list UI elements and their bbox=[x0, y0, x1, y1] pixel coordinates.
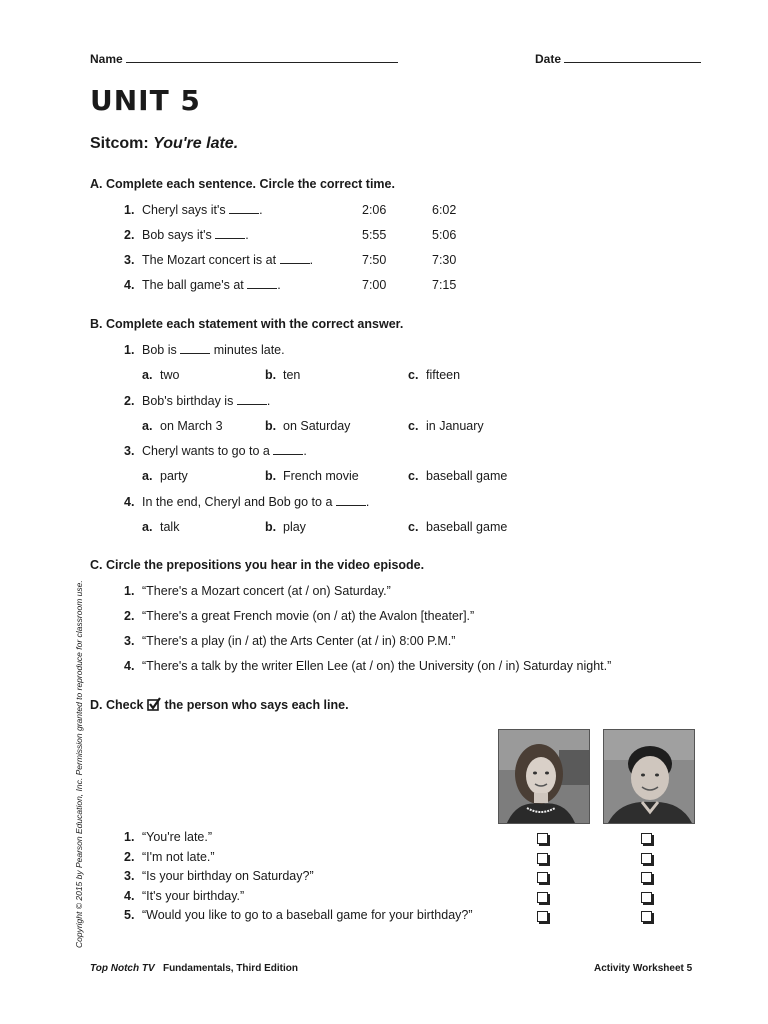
section-d-item bbox=[124, 908, 473, 922]
item-number: 5. bbox=[124, 908, 135, 922]
option-text: on Saturday bbox=[283, 418, 351, 433]
section-d-item bbox=[124, 850, 215, 864]
answer-blank[interactable] bbox=[180, 343, 210, 354]
option-letter: c. bbox=[408, 418, 419, 433]
section-a-instruction: A. Complete each sentence. Circle the correct time. bbox=[90, 177, 395, 191]
time-option-2[interactable]: 7:30 bbox=[432, 253, 457, 267]
item-number: 1. bbox=[124, 584, 135, 598]
option-text: ten bbox=[283, 368, 301, 382]
item-text-after: . bbox=[259, 203, 263, 217]
time-option-2[interactable]: 5:06 bbox=[432, 228, 457, 242]
cheryl-photo bbox=[498, 729, 590, 824]
item-number: 3. bbox=[124, 444, 135, 458]
name-input-line[interactable] bbox=[126, 50, 398, 63]
checkbox-cheryl[interactable] bbox=[537, 911, 548, 922]
option-letter: a. bbox=[142, 418, 153, 433]
option-c[interactable] bbox=[408, 368, 460, 382]
item-number: 2. bbox=[124, 228, 135, 242]
checkbox-bob[interactable] bbox=[641, 872, 652, 883]
checkbox-bob[interactable] bbox=[641, 892, 652, 903]
bob-photo bbox=[603, 729, 695, 824]
item-number: 2. bbox=[124, 849, 135, 864]
option-b[interactable] bbox=[265, 469, 359, 483]
item-text-before: Cheryl wants to go to a bbox=[142, 444, 270, 458]
option-a[interactable] bbox=[142, 368, 179, 382]
section-a-item bbox=[124, 203, 464, 217]
option-text: French movie bbox=[283, 469, 359, 483]
checkbox-checked-icon bbox=[147, 697, 161, 711]
option-a[interactable] bbox=[142, 469, 188, 483]
section-d-item bbox=[124, 830, 212, 844]
checkbox-cheryl[interactable] bbox=[537, 872, 548, 883]
answer-blank[interactable] bbox=[215, 228, 245, 239]
date-input-line[interactable] bbox=[564, 50, 701, 63]
option-text: two bbox=[160, 368, 180, 382]
item-number: 3. bbox=[124, 634, 135, 648]
checkbox-bob[interactable] bbox=[641, 853, 652, 864]
date-label: Date bbox=[535, 52, 562, 66]
checkbox-cheryl[interactable] bbox=[537, 833, 548, 844]
option-c[interactable] bbox=[408, 469, 507, 483]
time-option-1[interactable]: 7:50 bbox=[362, 253, 387, 267]
section-b-item bbox=[124, 394, 270, 408]
option-letter: c. bbox=[408, 469, 419, 483]
section-b-instruction: B. Complete each statement with the correct answer. bbox=[90, 317, 404, 331]
item-text: “There's a talk by the writer Ellen Lee (at / on) the University (on / in) Saturday night.” bbox=[142, 659, 612, 673]
section-b-item bbox=[124, 343, 285, 357]
item-number: 4. bbox=[124, 888, 135, 903]
item-text-after: . bbox=[266, 393, 271, 408]
option-a[interactable] bbox=[142, 520, 179, 534]
option-letter: a. bbox=[142, 368, 153, 382]
item-text-before: The ball game's at bbox=[142, 278, 244, 292]
option-text: fifteen bbox=[426, 368, 461, 382]
section-c-instruction: C. Circle the prepositions you hear in the video episode. bbox=[90, 558, 425, 572]
item-text: “I'm not late.” bbox=[142, 849, 215, 864]
item-number: 2. bbox=[124, 609, 135, 623]
option-b[interactable] bbox=[265, 368, 300, 382]
item-text-before: The Mozart concert is at bbox=[142, 253, 277, 267]
time-option-2[interactable]: 7:15 bbox=[432, 278, 457, 292]
item-text-before: Bob says it's bbox=[142, 228, 212, 242]
answer-blank[interactable] bbox=[237, 394, 267, 405]
item-text: “It's your birthday.” bbox=[142, 888, 245, 903]
item-number: 4. bbox=[124, 278, 135, 292]
item-number: 3. bbox=[124, 253, 135, 267]
unit-title: UNIT 5 bbox=[90, 84, 201, 117]
option-letter: a. bbox=[142, 469, 153, 483]
item-text-after: minutes late. bbox=[213, 343, 285, 357]
checkbox-bob[interactable] bbox=[641, 833, 652, 844]
item-number: 1. bbox=[124, 830, 135, 844]
option-letter: c. bbox=[408, 519, 419, 534]
checkbox-cheryl[interactable] bbox=[537, 892, 548, 903]
item-text-after: . bbox=[303, 444, 307, 458]
item-text: “There's a Mozart concert (at / on) Saturday.” bbox=[142, 584, 391, 598]
option-text: in January bbox=[426, 418, 484, 433]
option-text: baseball game bbox=[426, 519, 508, 534]
answer-blank[interactable] bbox=[280, 253, 310, 264]
checkbox-bob[interactable] bbox=[641, 911, 652, 922]
item-number: 4. bbox=[124, 494, 135, 509]
option-letter: c. bbox=[408, 368, 419, 382]
name-label: Name bbox=[90, 52, 123, 66]
item-text: “You're late.” bbox=[142, 830, 213, 844]
item-number: 1. bbox=[124, 343, 135, 357]
section-d-instruction bbox=[90, 697, 349, 712]
option-letter: b. bbox=[265, 418, 277, 433]
section-c-item bbox=[124, 584, 391, 598]
section-b-item bbox=[124, 495, 369, 509]
sitcom-label: Sitcom: bbox=[90, 135, 149, 152]
name-field bbox=[90, 50, 398, 66]
item-text: “There's a play (in / at) the Arts Center (at / in) 8:00 P.M.” bbox=[142, 634, 456, 648]
sitcom-heading bbox=[90, 135, 238, 153]
option-letter: a. bbox=[142, 519, 153, 534]
item-text-before: Bob is bbox=[142, 343, 177, 357]
answer-blank[interactable] bbox=[229, 203, 259, 214]
item-text: “Would you like to go to a baseball game for your birthday?” bbox=[142, 908, 473, 922]
checkbox-cheryl[interactable] bbox=[537, 853, 548, 864]
option-a[interactable] bbox=[142, 419, 223, 433]
section-c-item bbox=[124, 659, 611, 673]
time-option-1[interactable]: 5:55 bbox=[362, 228, 387, 242]
option-letter: b. bbox=[265, 519, 277, 534]
section-d-item bbox=[124, 869, 314, 883]
item-number: 3. bbox=[124, 869, 135, 883]
option-c[interactable] bbox=[408, 419, 484, 433]
item-text: “Is your birthday on Saturday?” bbox=[142, 869, 314, 883]
option-letter: b. bbox=[265, 368, 277, 382]
date-field bbox=[535, 50, 701, 66]
option-b[interactable] bbox=[265, 419, 350, 433]
time-option-1[interactable]: 7:00 bbox=[362, 278, 387, 292]
item-text-after: . bbox=[309, 253, 314, 267]
answer-blank[interactable] bbox=[247, 278, 277, 289]
time-option-1[interactable]: 2:06 bbox=[362, 203, 387, 217]
item-number: 1. bbox=[124, 203, 135, 217]
section-a-item bbox=[124, 278, 464, 292]
section-c-item bbox=[124, 609, 474, 623]
option-text: on March 3 bbox=[160, 418, 223, 433]
footer-edition: Fundamentals, Third Edition bbox=[162, 963, 298, 974]
item-text-after: . bbox=[277, 278, 281, 292]
footer-worksheet: Activity Worksheet 5 bbox=[594, 963, 693, 974]
option-c[interactable] bbox=[408, 520, 507, 534]
answer-blank[interactable] bbox=[273, 444, 303, 455]
option-letter: b. bbox=[265, 469, 277, 483]
section-b-item bbox=[124, 444, 307, 458]
footer-left bbox=[90, 963, 298, 974]
section-a-item bbox=[124, 253, 464, 267]
item-text: “There's a great French movie (on / at) the Avalon [theater].” bbox=[142, 609, 475, 623]
option-text: play bbox=[283, 519, 306, 534]
option-text: baseball game bbox=[426, 469, 508, 483]
item-text-before: Bob's birthday is bbox=[142, 393, 234, 408]
answer-blank[interactable] bbox=[336, 495, 366, 506]
item-text-before: In the end, Cheryl and Bob go to a bbox=[142, 494, 333, 509]
sitcom-title: You're late. bbox=[153, 135, 239, 152]
copyright-notice: Copyright © 2015 by Pearson Education, Inc. Permission granted to reproduce for classroom use. bbox=[74, 580, 84, 948]
item-number: 2. bbox=[124, 393, 135, 408]
time-option-2[interactable]: 6:02 bbox=[432, 203, 457, 217]
item-text-after: . bbox=[365, 494, 370, 509]
footer-series: Top Notch TV bbox=[90, 963, 155, 974]
option-text: party bbox=[160, 469, 188, 483]
item-text-before: Cheryl says it's bbox=[142, 203, 226, 217]
option-text: talk bbox=[160, 519, 180, 534]
section-d-instruction-end: the person who says each line. bbox=[164, 698, 349, 712]
item-text-after: . bbox=[245, 228, 249, 242]
section-d-instruction-start: D. Check bbox=[90, 698, 144, 712]
item-number: 4. bbox=[124, 659, 135, 673]
option-b[interactable] bbox=[265, 520, 306, 534]
section-d-item bbox=[124, 889, 244, 903]
section-c-item bbox=[124, 634, 455, 648]
section-a-item bbox=[124, 228, 464, 242]
